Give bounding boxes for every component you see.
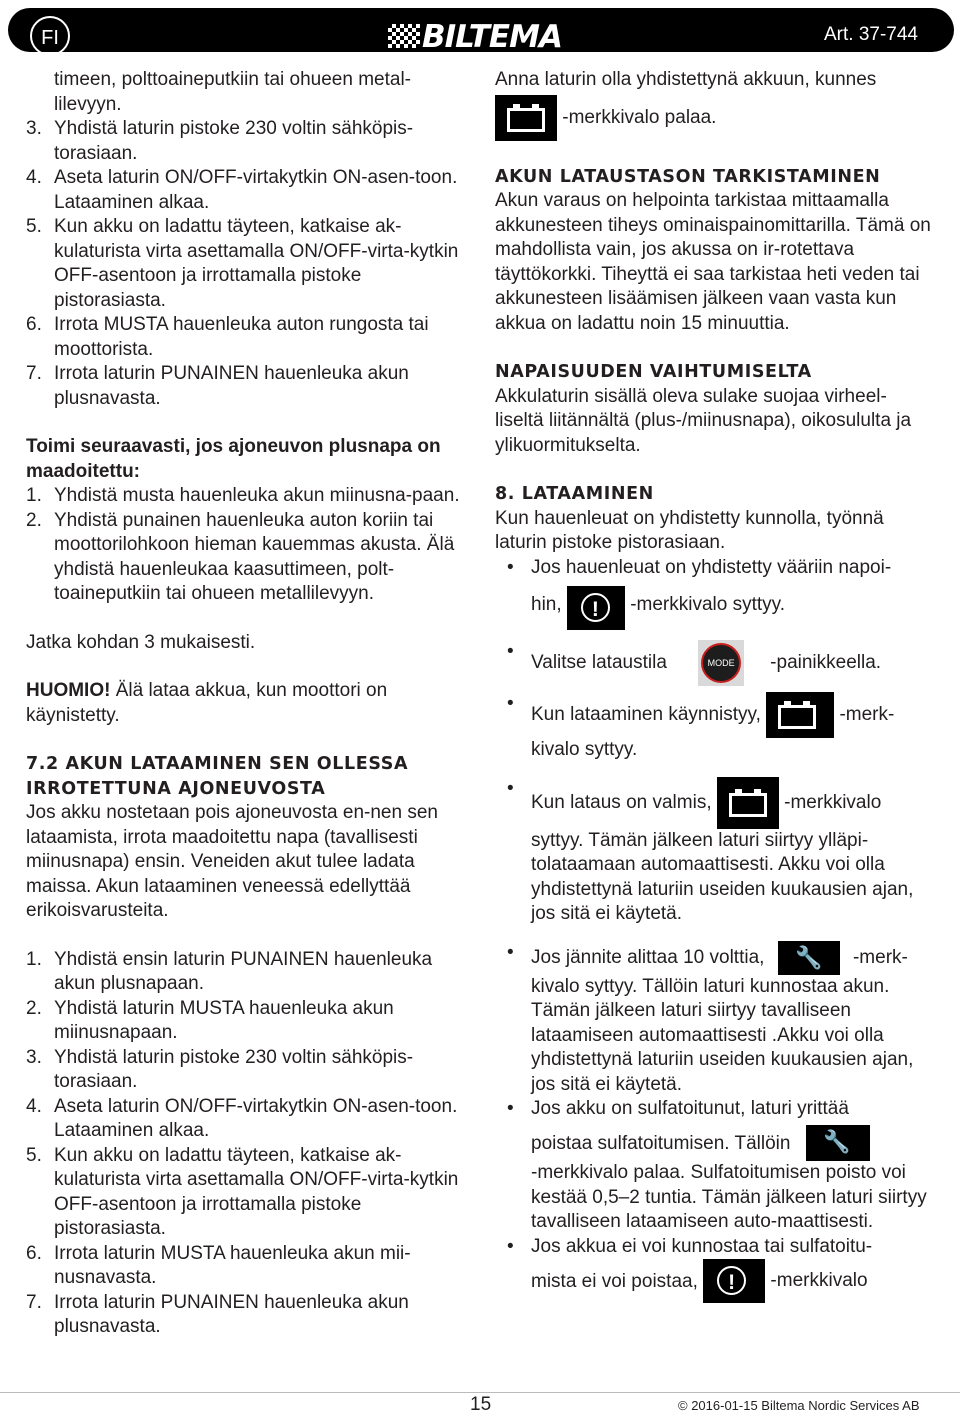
- footer-divider: [0, 1392, 960, 1393]
- bullet-item: • Kun lataus on valmis, -merkkivalo syttyy. Tämän jälkeen laturi siirtyy ylläpi-tolataamaan automaattisesti. Akku voi olla yhdistettynä laturiin useiden kuukausien ajan, jos sitä ei käytetä.: [495, 777, 935, 927]
- list-item: 1. Yhdistä ensin laturin PUNAINEN hauenleuka akun plusnapaan.: [26, 948, 433, 994]
- steps-list: [26, 948, 474, 1340]
- list-item: 3. Yhdistä laturin pistoke 230 voltin sähköpis-torasiaan.: [26, 118, 414, 164]
- heading-charge-level: AKUN LATAUSTASON TARKISTAMINEN: [495, 166, 881, 187]
- list-item: 1. Yhdistä musta hauenleuka akun miinusna-paan.: [26, 485, 460, 506]
- brand-name: BILTEMA: [422, 19, 562, 55]
- list-item: 5. Kun akku on ladattu täyteen, katkaise ak-kulaturista virta asettamalla ON/OFF-virta-kytkin OFF-asentoon ja irrottamalla pistoke pistorasiasta.: [26, 216, 459, 311]
- bullet-item: • Kun lataaminen käynnistyy, -merk- kivalo syttyy.: [495, 692, 935, 763]
- list-item: 2. Yhdistä laturin MUSTA hauenleuka akun miinusnapaan.: [26, 997, 394, 1043]
- paragraph-polarity: Akkulaturin sisällä oleva sulake suojaa virheel-liseltä liitännältä (plus-/miinusnapa), oikosululta ja ylikuormitukselta.: [495, 385, 912, 456]
- list-item: 6. Irrota MUSTA hauenleuka auton rungosta tai moottorista.: [26, 314, 429, 360]
- warning-icon: !: [703, 1259, 765, 1303]
- intro-text: Anna laturin olla yhdistettynä akkuun, kunnes: [495, 69, 877, 90]
- language-badge: FI: [30, 16, 70, 56]
- list-item: 3. Yhdistä laturin pistoke 230 voltin sähköpis-torasiaan.: [26, 1046, 414, 1092]
- list-item: 4. Aseta laturin ON/OFF-virtakytkin ON-asen-toon. Lataaminen alkaa.: [26, 167, 458, 213]
- list-item: 4. Aseta laturin ON/OFF-virtakytkin ON-asen-toon. Lataaminen alkaa.: [26, 1095, 458, 1141]
- heading-charging: 8. LATAAMINEN: [495, 484, 654, 504]
- left-column: [26, 68, 474, 1340]
- list-item: 7. Irrota laturin PUNAINEN hauenleuka akun plusnavasta.: [26, 1291, 409, 1337]
- paragraph-charge-level: Akun varaus on helpointa tarkistaa mittaamalla akkunesteen tiheys ominaispainomittarilla. Tämä on mahdollista vain, jos akussa on ir-rotettava täyttökorkki. Tiheyttä ei saa tarkistaa heti veden tai akkunesteen lisäämisen jälkeen vaan vasta kun akkua on ladattu noin 15 minuuttia.: [495, 190, 931, 334]
- copyright: © 2016-01-15 Biltema Nordic Services AB: [678, 1398, 920, 1413]
- intro-line: -merkkivalo palaa.: [495, 95, 935, 141]
- battery-icon: [495, 95, 557, 141]
- warning-icon: !: [567, 586, 625, 630]
- bullet-item: • Valitse lataustila MODE -painikkeella.: [495, 640, 935, 686]
- battery-icon: [766, 692, 834, 738]
- page-header: [8, 8, 954, 55]
- mode-button-icon: MODE: [698, 640, 744, 686]
- bullet-item: • Jos akku on sulfatoitunut, laturi yrittää poistaa sulfatoitumisen. Tällöin 🔧 -merkkivalo palaa. Sulfatoitumisen poisto voi kestää 0,5–2 tuntia. Tämän jälkeen laturi siirtyy tavalliseen lataamiseen auto-maattisesti.: [495, 1097, 935, 1235]
- list-item: 5. Kun akku on ladattu täyteen, katkaise ak-kulaturista virta asettamalla ON/OFF-virta-kytkin OFF-asentoon ja irrottamalla pistoke pistorasiasta.: [26, 1144, 459, 1239]
- article-number: Art. 37-744: [824, 24, 918, 45]
- wrench-icon: 🔧: [778, 941, 840, 975]
- wrench-icon: 🔧: [806, 1125, 870, 1161]
- warning-note: HUOMIO! Älä lataa akkua, kun moottori on käynistetty.: [26, 680, 388, 726]
- section-heading: 7.2 AKUN LATAAMINEN SEN OLLESSA IRROTETTUNA AJONEUVOSTA: [26, 754, 409, 799]
- continue-note: Jatka kohdan 3 mukaisesti.: [26, 631, 256, 653]
- heading-polarity: NAPAISUUDEN VAIHTUMISELTA: [495, 362, 812, 382]
- checker-flag-icon: [388, 24, 420, 48]
- bullet-item: • Jos akkua ei voi kunnostaa tai sulfatoitu- mista ei voi poistaa, ! -merkkivalo: [495, 1235, 935, 1304]
- bullet-item: • Jos jännite alittaa 10 volttia, 🔧 -merk- kivalo syttyy. Tällöin laturi kunnostaa akun. Tämän jälkeen laturi siirtyy tavalliseen lataamiseen automaattisesti .Akku voi olla yhdistettynä laturiin useiden kuukausien ajan, jos sitä ei käytetä.: [495, 941, 935, 1098]
- paragraph-charging: Kun hauenleuat on yhdistetty kunnolla, työnnä laturin pistoke pistorasiaan.: [495, 507, 884, 553]
- list-item: 7. Irrota laturin PUNAINEN hauenleuka akun plusnavasta.: [26, 363, 409, 409]
- list-item: timeen, polttoaineputkiin tai ohueen metal-lilevyyn.: [54, 69, 412, 115]
- battery-icon: [717, 777, 779, 829]
- list-item: 2. Yhdistä punainen hauenleuka auton koriin tai moottorilohkoon hieman kauemmas akusta. Älä yhdistä hauenleukaa kaasuttimeen, polt-toaineputkiin tai ohueen metallilevyyn.: [26, 509, 455, 604]
- page-number: 15: [470, 1394, 492, 1415]
- right-column: [495, 68, 935, 1303]
- bullet-item: • Jos hauenleuat on yhdistetty vääriin napoi- hin, ! -merkkivalo syttyy.: [495, 556, 935, 631]
- list-item: 6. Irrota laturin MUSTA hauenleuka akun mii-nusnavasta.: [26, 1242, 411, 1288]
- section-paragraph: Jos akku nostetaan pois ajoneuvosta en-nen sen lataamista, irrota maadoitettu napa (tavallisesti miinusnapa) ensin. Veneiden akut tulee ladata maissa. Akun lataaminen veneessä edellyttää erikoisvarusteita.: [26, 802, 438, 921]
- subheading: Toimi seuraavasti, jos ajoneuvon plusnapa on maadoitettu:: [26, 436, 441, 482]
